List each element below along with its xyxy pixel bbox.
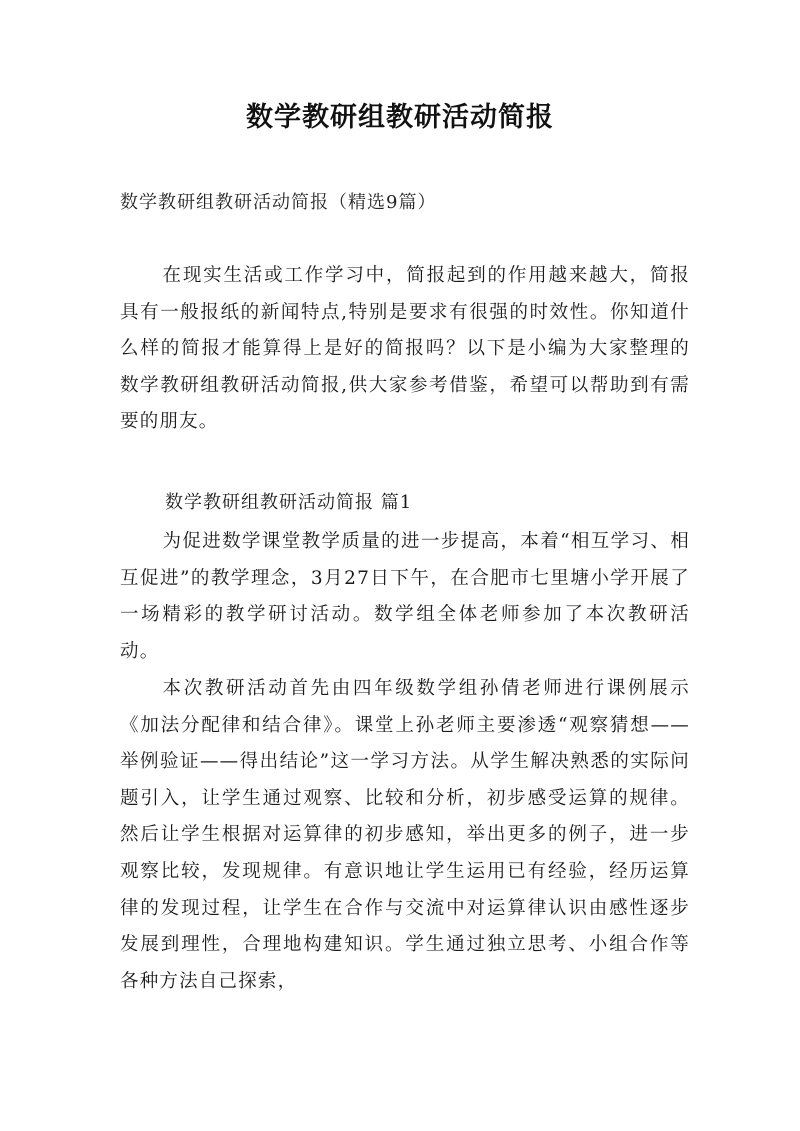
body-paragraph-1: 为促进数学课堂教学质量的进一步提高，本着“相互学习、相互促进”的教学理念，3月27日下午，在合肥市七里塘小学开展了一场精彩的教学研讨活动。数学组全体老师参加了本次教研活动。 bbox=[120, 531, 690, 662]
section-heading: 数学教研组教研活动简报 篇1 bbox=[165, 492, 413, 513]
document-subtitle: 数学教研组教研活动简报（精选9篇） bbox=[120, 192, 437, 213]
intro-paragraph: 在现实生活或工作学习中，简报起到的作用越来越大，简报具有一般报纸的新闻特点,特别是要求有很强的时效性。你知道什么样的简报才能算得上是好的简报吗？以下是小编为大家整理的数学教研组教研活动简报,供大家参考借鉴，希望可以帮助到有需要的朋友。 bbox=[120, 265, 690, 433]
document-title: 数学教研组教研活动简报 bbox=[246, 102, 554, 133]
body-paragraph-2: 本次教研活动首先由四年级数学组孙倩老师进行课例展示《加法分配律和结合律》。课堂上孙老师主要渗透“观察猜想——举例验证——得出结论”这一学习方法。从学生解决熟悉的实际问题引入，让学生通过观察、比较和分析，初步感受运算的规律。然后让学生根据对运算律的初步感知，举出更多的例子，进一步观察比较，发现规律。有意识地让学生运用已有经验，经历运算律的发现过程，让学生在合作与交流中对运算律认识由感性逐步发展到理性，合理地构建知识。学生通过独立思考、小组合作等各种方法自己探索， bbox=[120, 678, 690, 992]
